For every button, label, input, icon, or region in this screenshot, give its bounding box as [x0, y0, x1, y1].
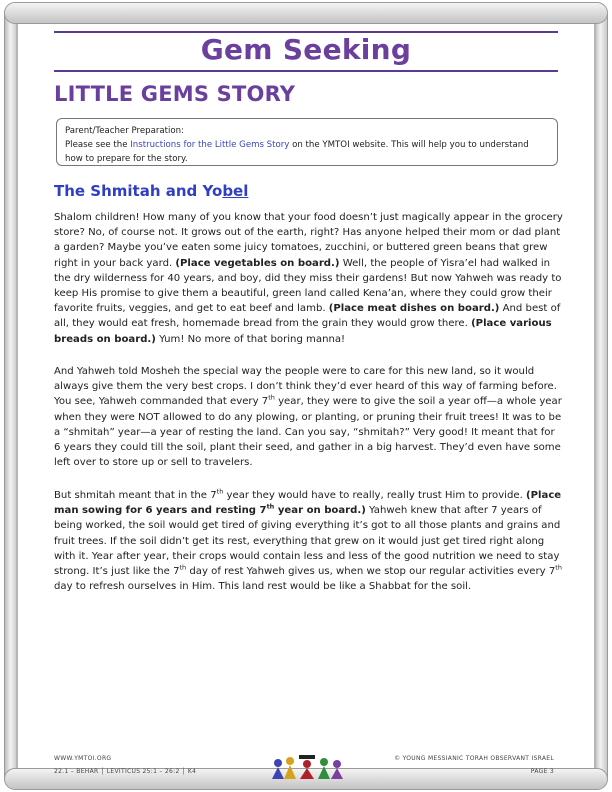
story-paragraph-1: Shalom children! How many of you know that your food doesn’t just magically appear in the grocery store? No, of course not. It grows out of the earth, right? Has anyone helped their mom or dad plant a garden? Maybe you’ve eaten some juicy tomatoes, zucchini, or buttered green beans that grew right in your back yard. (Place vegetables on board.) Well, the people of Yisra’el had walked in the dry wilderness for 40 years, and boy, did they miss their gardens! But now Yahweh was ready to keep His promise to give them a beautiful, green land called Kena’an, where they could grow their favorite fruits, veggies, and get to eat beef and lamb. (Place meat dishes on board.) And best of all, they would eat fresh, homemade bread from the grain they would grow there. (Place various breads on board.) Yum! No more of that boring manna!	[54, 212, 563, 345]
scroll-top-roll	[4, 2, 608, 24]
footer-reference: 22.1 – BEHAR │ LEVITICUS 25:1 – 26:2 │ K4	[54, 768, 197, 775]
story-paragraph-2: And Yahweh told Mosheh the special way the people were to care for this new land, so it would always give them the very best crops. I don’t think they’d ever heard of this way of farming before. You see, Yahweh commanded that every 7th year, they were to give the soil a year off—a whole year when they were NOT allowed to do any plowing, or planting, or pruning their fruit trees! It was to be a “shmitah” year—a year of resting the land. Can you say, “shmitah?” Very good! It meant that for 6 years they could till the soil, plant their seed, and gather in a big harvest. They’d even have some left over to store up or sell to travelers.	[54, 366, 562, 469]
page-title: Gem Seeking	[200, 33, 412, 66]
logo-figure-3	[299, 755, 315, 779]
logo-figure-2	[284, 757, 296, 779]
story-paragraph-3: But shmitah meant that in the 7th year they would have to really, really trust Him to provide. (Place man sowing for 6 years and resting 7th year on board.) Yahweh knew that after 7 years of being worked, the soil would get tired of giving everything it’s got to all those plants and grains and fruit trees. If the soil didn’t get its rest, everything that grew on it would just get tired right along with it. Year after year, their crops would contain less and less of the good nutrition we need to stay strong. It’s just like the 7th day of rest Yahweh gives us, when we stop our regular activities every 7th day to refresh ourselves in Him. This land rest would be like a Shabbat for the soil.	[54, 487, 562, 593]
ymtoi-logo-icon	[270, 752, 346, 782]
title-bottom-rule	[54, 70, 558, 72]
scroll-right-roll	[594, 8, 608, 784]
prep-heading: Parent/Teacher Preparation:	[65, 126, 185, 136]
story-title: The Shmitah and Yobel	[54, 182, 249, 200]
footer-website: WWW.YMTOI.ORG	[54, 755, 112, 762]
footer-page-number: PAGE 3	[530, 768, 554, 775]
footer-copyright: © YOUNG MESSIANIC TORAH OBSERVANT ISRAEL	[394, 755, 554, 762]
instructions-link[interactable]: Instructions for the Little Gems Story	[130, 140, 290, 150]
preparation-box	[56, 118, 558, 166]
section-subtitle: LITTLE GEMS STORY	[54, 82, 296, 106]
logo-figure-5	[331, 760, 343, 779]
logo-figure-4	[318, 758, 330, 779]
prep-text: Please see the Instructions for the Little Gems Story on the YMTOI website. This will help you to understand how to prepare for the story.	[65, 140, 529, 164]
logo-figure-1	[272, 759, 284, 779]
